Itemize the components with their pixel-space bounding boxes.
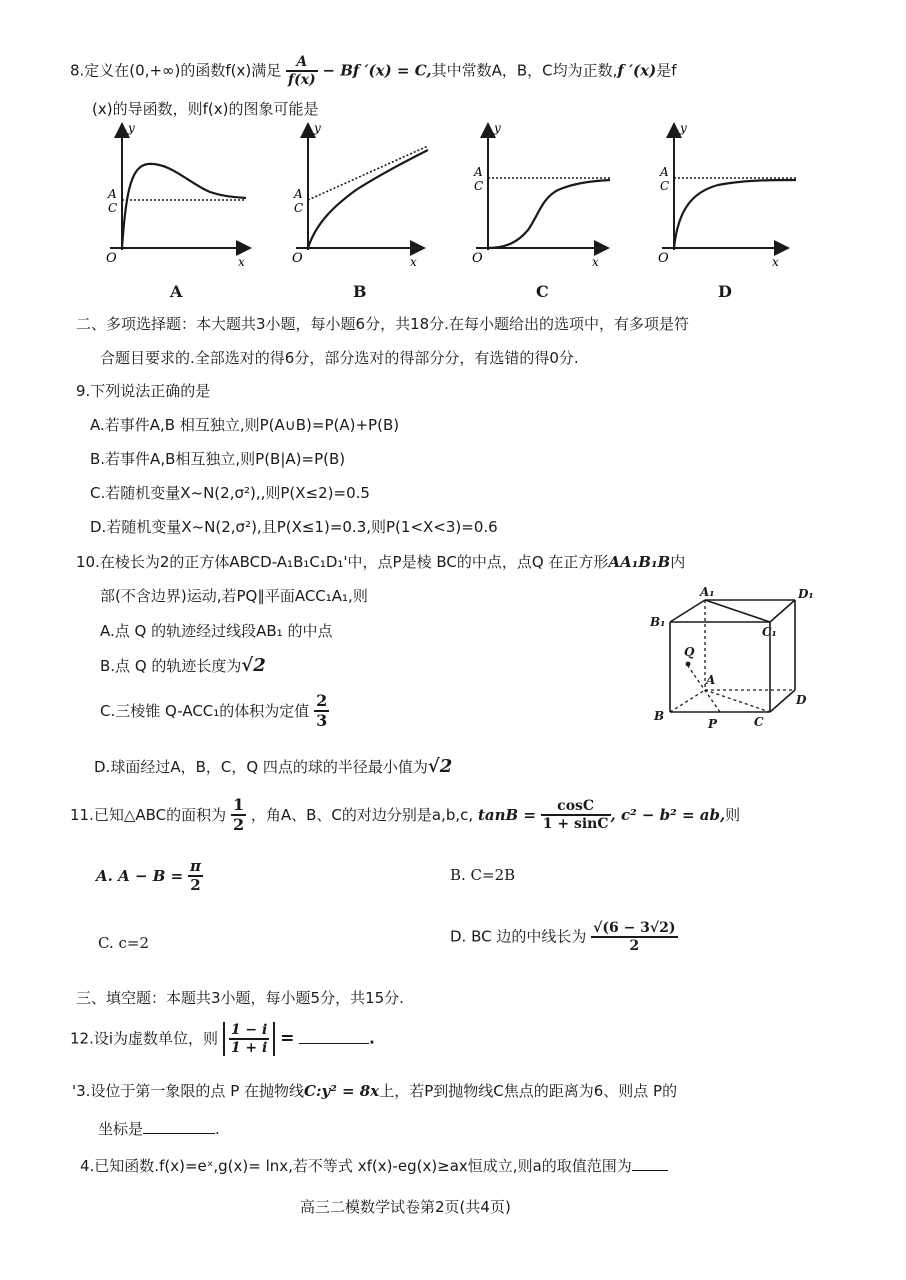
graph-d-origin: O xyxy=(658,251,669,266)
cube-label-a: A xyxy=(706,673,716,687)
graph-c-A: A xyxy=(474,165,483,179)
q9-option-a: A.若事件A,B 相互独立,则P(A∪B)=P(A)+P(B) xyxy=(90,416,400,434)
q11-option-c: C. c=2 xyxy=(98,934,149,952)
graph-c xyxy=(472,121,610,269)
cube-label-b: B xyxy=(654,709,665,723)
section2-line1: 二、多项选择题：本大题共3小题，每小题6分，共18分.在每小题给出的选项中，有多项是符 xyxy=(76,315,689,333)
q11-tan-fraction: $\frac{\cos C}{1 + \sin C}$ xyxy=(542,798,609,833)
graph-a-A: A xyxy=(108,187,117,201)
graph-b-C: C xyxy=(294,201,304,215)
cube-label-c: C xyxy=(754,715,764,729)
q13-line2: 坐标是 . xyxy=(98,1120,220,1138)
q11-option-b: B. C=2B xyxy=(450,866,516,884)
graph-d-A: A xyxy=(660,165,669,179)
cube-label-p: P xyxy=(708,717,718,731)
graph-d-y-label: y xyxy=(680,121,687,135)
graphs-figure xyxy=(100,118,820,288)
q14-line: 4.已知函数.f(x)=eˣ,g(x)= lnx,若不等式 xf(x)-eg(x)≥ax恒成立,则a的取值范围为 xyxy=(80,1155,668,1176)
cube-label-d: D xyxy=(796,693,807,707)
cube-label-a1: A₁ xyxy=(700,585,715,599)
graph-c-y-label: y xyxy=(494,121,501,135)
q11-a-fraction: $\frac{\pi}{2}$ xyxy=(189,857,201,895)
q10-option-d: D.球面经过A，B，C，Q 四点的球的半径最小值为√2 xyxy=(94,756,453,777)
q9-option-d: D.若随机变量X~N(2,σ²),且P(X≤1)=0.3,则P(1<X<3)=0.6 xyxy=(90,518,498,536)
cube-label-d1: D₁ xyxy=(798,587,814,601)
graph-a-C: C xyxy=(108,201,118,215)
q8-fraction: $\frac{A}{f(x)}$ xyxy=(288,54,316,89)
graph-b-A: A xyxy=(294,187,303,201)
cube-label-b1: B₁ xyxy=(650,615,666,629)
section3-line: 三、填空题：本题共3小题，每小题5分，共15分. xyxy=(76,989,404,1007)
graph-a xyxy=(106,121,248,269)
graph-label-d: D xyxy=(718,282,732,301)
q12-abs-value xyxy=(223,1022,276,1056)
q11-area-fraction: $\frac{1}{2}$ xyxy=(232,795,245,835)
graph-label-a: A xyxy=(170,282,183,301)
cube-label-q: Q xyxy=(684,645,695,659)
q13-line1: '3.设位于第一象限的点 P 在抛物线C:y² = 8x上，若P到抛物线C焦点的距离为6、则点 P的 xyxy=(72,1082,678,1100)
graph-c-origin: O xyxy=(472,251,483,266)
q10-option-c: C.三棱锥 Q-ACC₁的体积为定值 $\frac{2}{3}$ xyxy=(100,691,328,731)
q10-option-a: A.点 Q 的轨迹经过线段AB₁ 的中点 xyxy=(100,622,333,640)
q10-c-fraction: $\frac{2}{3}$ xyxy=(316,691,328,731)
graph-d xyxy=(658,121,796,269)
page-footer: 高三二模数学试卷第2页(共4页) xyxy=(300,1198,511,1216)
graph-label-c: C xyxy=(536,282,549,301)
cube-label-c1: C₁ xyxy=(762,625,777,639)
graph-label-b: B xyxy=(353,282,367,301)
graph-b-x-label: x xyxy=(410,255,417,269)
graph-a-origin: O xyxy=(106,251,117,266)
q11-option-a: A. A − B = $\frac{\pi}{2}$ xyxy=(96,857,201,895)
graph-d-C: C xyxy=(660,179,670,193)
graph-a-x-label: x xyxy=(238,255,245,269)
cube-figure xyxy=(650,584,830,734)
graph-b-origin: O xyxy=(292,251,303,266)
q11-d-fraction: $\frac{√(6 - 3√2)}{2}$ xyxy=(593,920,676,955)
q10-stem-line1: 10.在棱长为2的正方体ABCD-A₁B₁C₁D₁'中，点P是棱 BC的中点，点Q 在正方形AA₁B₁B内 xyxy=(76,553,686,571)
graph-d-x-label: x xyxy=(772,255,779,269)
q8-line2: (x)的导函数，则f(x)的图象可能是 xyxy=(92,100,319,118)
q11-stem: 11.已知△ABC的面积为 $\frac{1}{2}$ ，角A、B、C的对边分别是a,b,c, tanB = $\frac{\cos C}{1 + \sin C}$ , c² − b² = ab,则 xyxy=(70,795,741,835)
graph-c-C: C xyxy=(474,179,484,193)
q10-stem-line2: 部(不含边界)运动,若PQ∥平面ACC₁A₁,则 xyxy=(100,587,368,605)
q14-answer-blank xyxy=(632,1156,668,1171)
graph-b xyxy=(292,121,428,269)
q9-option-b: B.若事件A,B相互独立,则P(B|A)=P(B) xyxy=(90,450,346,468)
q12-fraction: $\frac{1 - i}{1 + i}$ xyxy=(230,1022,268,1057)
q10-option-b: B.点 Q 的轨迹长度为√2 xyxy=(100,655,266,676)
graph-b-y-label: y xyxy=(314,121,321,135)
q12-answer-blank xyxy=(299,1029,369,1044)
section2-line2: 合题目要求的.全部选对的得6分，部分选对的得部分分，有选错的得0分. xyxy=(100,349,579,367)
q8-line1: 8.定义在(0,+∞)的函数f(x)满足 $\frac{A}{f(x)}$ − Bf ′(x) = C,其中常数A，B，C均为正数,f ′(x)是f xyxy=(70,54,677,89)
graph-a-y-label: y xyxy=(128,121,135,135)
graph-c-x-label: x xyxy=(592,255,599,269)
q9-option-c: C.若随机变量X~N(2,σ²),,则P(X≤2)=0.5 xyxy=(90,484,370,502)
q12-line: 12.设i为虚数单位，则 $\frac{1 - i}{1 + i}$ = . xyxy=(70,1022,375,1057)
q9-stem: 9.下列说法正确的是 xyxy=(76,382,211,400)
q11-option-d: D. BC 边的中线长为 $\frac{√(6 - 3√2)}{2}$ xyxy=(450,920,676,955)
q13-answer-blank xyxy=(143,1119,215,1134)
